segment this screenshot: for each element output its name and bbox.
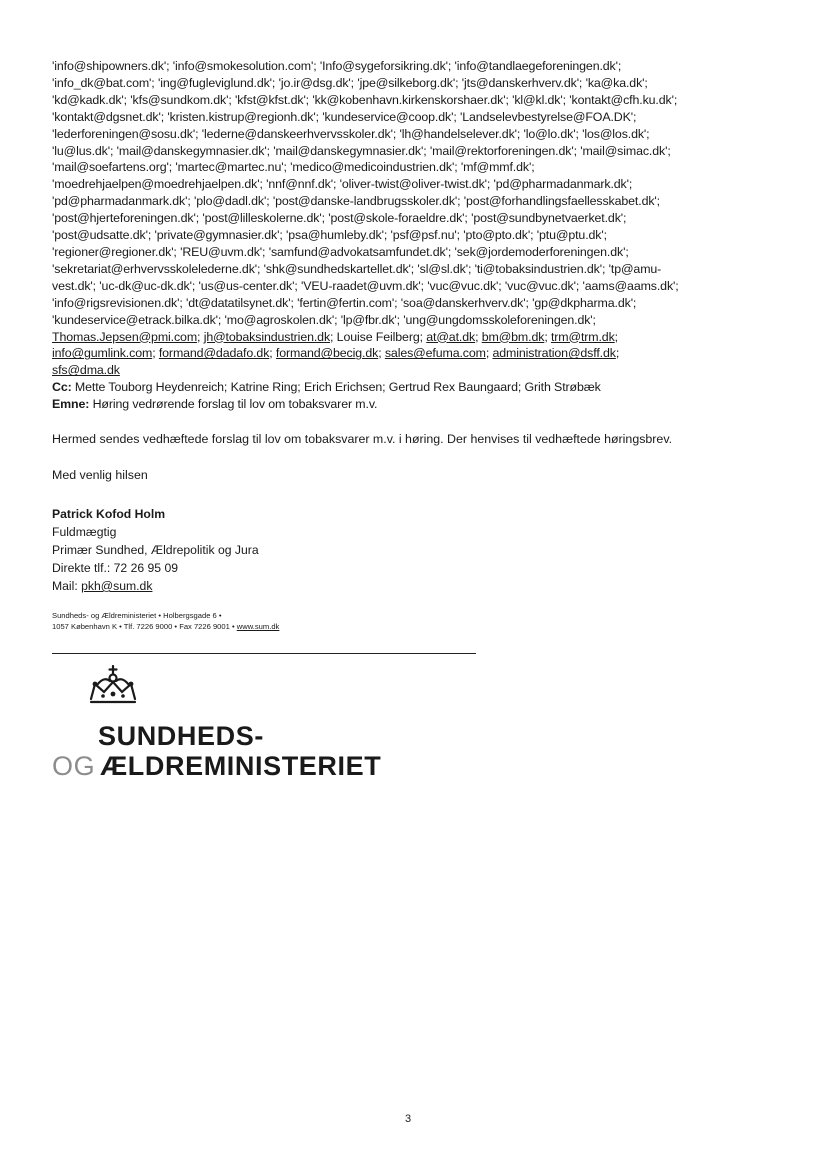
recipient-line: 'kundeservice@etrack.bilka.dk'; 'mo@agroskolen.dk'; 'lp@fbr.dk'; 'ung@ungdomsskoleforeningen.dk'; [52, 312, 596, 327]
mail-label: Mail: [52, 579, 82, 593]
recipient-line: 'mail@soefartens.org'; 'martec@martec.nu'; 'medico@medicoindustrien.dk'; 'mf@mmf.dk'; [52, 160, 535, 175]
recipient-line: 'lu@lus.dk'; 'mail@danskegymnasier.dk'; 'mail@danskegymnasier.dk'; 'mail@rektorforeningen.dk'; 'mail@simac.dk'; [52, 143, 671, 158]
email-link[interactable]: info@gumlink.com [52, 346, 153, 361]
signature-department: Primær Sundhed, Ældrepolitik og Jura [52, 543, 259, 557]
cc-line [52, 379, 772, 396]
footer-web-link[interactable]: www.sum.dk [236, 622, 280, 631]
recipient-line: vest.dk'; 'uc-dk@uc-dk.dk'; 'us@us-center.dk'; 'VEU-raadet@uvm.dk'; 'vuc@vuc.dk'; 'vuc@vuc.dk'; 'aams@aams.dk'; [52, 278, 679, 293]
email-link[interactable]: sfs@dma.dk [52, 363, 120, 378]
ministry-footer [52, 610, 279, 632]
logo-og: OG [52, 751, 96, 781]
subject-label: Emne: [52, 397, 90, 412]
recipient-line: 'moedrehjaelpen@moedrehjaelpen.dk'; 'nnf@nnf.dk'; 'oliver-twist@oliver-twist.dk'; 'pd@pharmadanmark.dk'; [52, 177, 633, 192]
recipient-line: 'post@udsatte.dk'; 'private@gymnasier.dk'; 'psa@humleby.dk'; 'psf@psf.nu'; 'pto@pto.dk'; 'ptu@ptu.dk'; [52, 228, 607, 243]
recipient-line: 'info_dk@bat.com'; 'ing@fugleviglund.dk'; 'jo.ir@dsg.dk'; 'jpe@silkeborg.dk'; 'jts@danskerhverv.dk'; 'ka@ka.dk'; [52, 75, 648, 90]
recipient-list [52, 58, 772, 413]
signature-title: Fuldmægtig [52, 525, 117, 539]
email-link[interactable]: trm@trm.dk [550, 329, 615, 344]
recipient-line: 'info@shipowners.dk'; 'info@smokesolution.com'; 'Info@sygeforsikring.dk'; 'info@tandlaegeforeningen.dk'; [52, 59, 622, 73]
recipient-line: 'pd@pharmadanmark.dk'; 'plo@dadl.dk'; 'post@danske-landbrugsskoler.dk'; 'post@forhandlingsfaellesskabet.dk'; [52, 194, 660, 209]
email-link[interactable]: formand@becig.dk [275, 346, 379, 361]
recipient-line: 'sekretariat@erhvervsskolelederne.dk'; 'shk@sundhedskartellet.dk'; 'sl@sl.dk'; 'ti@tobaksindustrien.dk'; 'tp@amu- [52, 261, 662, 276]
email-link[interactable]: Thomas.Jepsen@pmi.com [52, 329, 198, 344]
recipient-line: 'kontakt@dgsnet.dk'; 'kristen.kistrup@regionh.dk'; 'kundeservice@coop.dk'; 'Landselevbestyrelse@FOA.DK'; [52, 109, 637, 124]
logo-line2 [52, 751, 381, 782]
recipient-line: 'post@hjerteforeningen.dk'; 'post@lilleskolerne.dk'; 'post@skole-foraeldre.dk'; 'post@sundbynetvaerket.dk'; [52, 211, 627, 226]
subject-line [52, 396, 772, 413]
footer-phone: 1057 København K • Tlf. 7226 9000 • Fax 7226 9001 • [52, 622, 237, 631]
footer-address: Sundheds- og Ældreministeriet • Holbergsgade 6 • [52, 611, 222, 620]
recipient-line: 'info@rigsrevisionen.dk'; 'dt@datatilsynet.dk'; 'fertin@fertin.com'; 'soa@danskerhverv.dk'; 'gp@dkpharma.dk'; [52, 295, 637, 310]
recipient-line: 'lederforeningen@sosu.dk'; 'lederne@danskeerhvervsskoler.dk'; 'lh@handelselever.dk'; 'lo@lo.dk'; 'los@los.dk'; [52, 126, 650, 141]
subject-value: Høring vedrørende forslag til lov om tobaksvarer m.v. [89, 397, 378, 412]
crown-icon [86, 665, 140, 707]
recipient-line-links [52, 362, 772, 379]
email-link[interactable]: bm@bm.dk [481, 329, 545, 344]
recipient-line-links: Thomas.Jepsen@pmi.com; jh@tobaksindustrien.dk; Louise Feilberg; at@at.dk; bm@bm.dk; trm@trm.dk; [52, 329, 618, 344]
email-link[interactable]: sales@efuma.com [384, 346, 486, 361]
email-link[interactable]: formand@dadafo.dk [158, 346, 270, 361]
body-paragraph: Hermed sendes vedhæftede forslag til lov om tobaksvarer m.v. i høring. Der henvises til vedhæftede høringsbrev. [52, 432, 673, 446]
recipient-line: 'kd@kadk.dk'; 'kfs@sundkom.dk'; 'kfst@kfst.dk'; 'kk@kobenhavn.kirkenskorshaer.dk'; 'kl@kl.dk'; 'kontakt@cfh.ku.dk'; [52, 92, 678, 107]
recipient-line-links: info@gumlink.com; formand@dadafo.dk; formand@becig.dk; sales@efuma.com; administration@dsff.dk; [52, 346, 620, 361]
signature-phone: Direkte tlf.: 72 26 95 09 [52, 561, 179, 575]
recipient-line: 'regioner@regioner.dk'; 'REU@uvm.dk'; 'samfund@advokatsamfundet.dk'; 'sek@jordemoderforeningen.dk'; [52, 244, 629, 259]
signature-mail-link[interactable]: pkh@sum.dk [81, 579, 153, 593]
email-link[interactable]: administration@dsff.dk [492, 346, 616, 361]
logo-ministry: ÆLDREMINISTERIET [100, 751, 382, 781]
signature-name: Patrick Kofod Holm [52, 507, 166, 521]
email-link[interactable]: at@at.dk [426, 329, 476, 344]
cc-label: Cc: [52, 380, 72, 395]
footer-contact [52, 621, 279, 632]
greeting: Med venlig hilsen [52, 468, 148, 482]
signature-mail-line [52, 577, 259, 595]
recipient-text: ; Louise Feilberg; [330, 329, 427, 344]
email-link[interactable]: jh@tobaksindustrien.dk [203, 329, 331, 344]
logo-line1: SUNDHEDS- [98, 721, 264, 751]
signature-block [52, 505, 259, 595]
cc-value: Mette Touborg Heydenreich; Katrine Ring; Erich Erichsen; Gertrud Rex Baungaard; Grith Strøbæk [71, 380, 601, 395]
page-number: 3 [405, 1113, 412, 1125]
separator-rule [52, 653, 476, 654]
